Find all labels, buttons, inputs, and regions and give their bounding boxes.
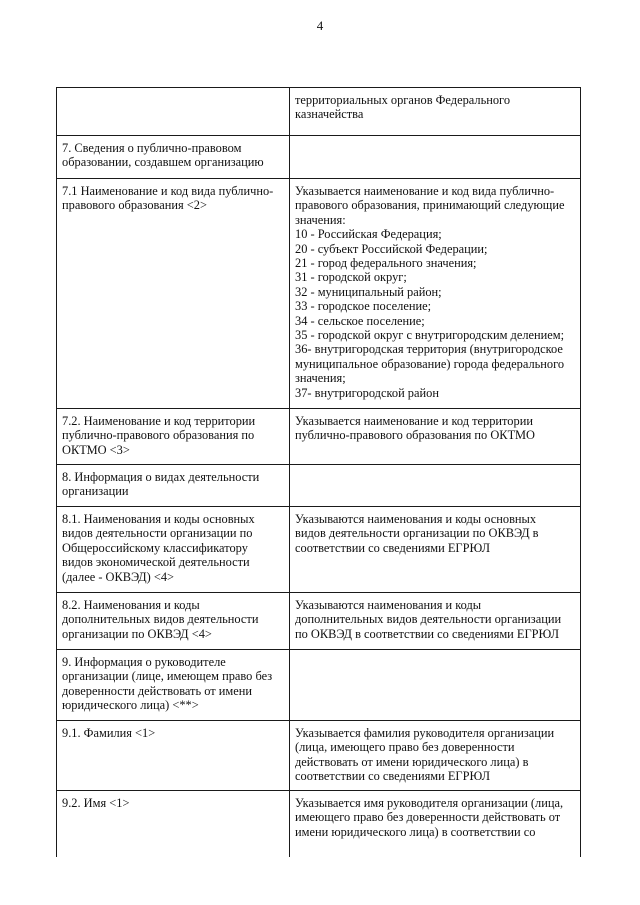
field-name-line: правового образования <2>: [62, 198, 207, 213]
field-name-cell: [57, 507, 290, 593]
description-line: Указывается фамилия руководителя организации: [295, 726, 555, 740]
section-heading-line: доверенности действовать от имени: [62, 683, 252, 698]
table-row: [57, 721, 581, 791]
code-value-line: 32 - муниципальный район;: [295, 284, 442, 299]
section-heading-line: юридического лица) <**>: [62, 698, 199, 713]
table-row: [57, 409, 581, 465]
code-value-line: 31 - городской округ;: [295, 270, 407, 285]
section-heading-line: организации: [62, 484, 129, 499]
section-heading-cell: [57, 650, 290, 721]
field-name-line: дополнительных видов деятельности: [62, 612, 259, 627]
code-value-line: 35 - городской округ с внутригородским делением;: [295, 328, 565, 343]
field-name-line: 9.1. Фамилия <1>: [62, 726, 156, 740]
field-name-line: 7.1 Наименование и код вида публично-: [62, 184, 274, 198]
description-line: по ОКВЭД в соответствии со сведениями ЕГРЮЛ: [295, 626, 560, 641]
description-line: казначейства: [295, 107, 364, 122]
table-row: [57, 593, 581, 650]
field-description-cell: [290, 88, 581, 136]
code-value-line: 37- внутригородской район: [295, 385, 439, 400]
table-row: [57, 791, 581, 857]
description-line: значения:: [295, 212, 346, 227]
description-line: действовать от имени юридического лица) в: [295, 754, 529, 769]
code-value-line: 33 - городское поселение;: [295, 299, 432, 314]
description-line: Указывается наименование и код территории: [295, 414, 533, 428]
table-row: [57, 136, 581, 179]
section-heading-line: 7. Сведения о публично-правовом: [62, 141, 242, 155]
field-description-cell: [290, 791, 581, 857]
description-line: (лица, имеющего право без доверенности: [295, 740, 515, 755]
section-heading-cell: [57, 136, 290, 179]
description-line: публично-правового образования по ОКТМО: [295, 428, 535, 443]
requirements-table: [56, 87, 581, 857]
description-line: имеющего право без доверенности действовать от: [295, 810, 561, 825]
code-value-line: 36- внутригородская территория (внутригородское: [295, 342, 563, 357]
table-row: [57, 179, 581, 409]
code-value-line: 20 - субъект Российской Федерации;: [295, 241, 488, 256]
table-row: [57, 465, 581, 507]
field-description-cell: [290, 179, 581, 409]
field-name-line: (далее - ОКВЭД) <4>: [62, 569, 175, 584]
description-line: Указывается имя руководителя организации (лица,: [295, 796, 564, 810]
field-name-line: 7.2. Наименование и код территории: [62, 414, 256, 428]
table-row: [57, 88, 581, 136]
table-row: [57, 650, 581, 721]
description-line: соответствии со сведениями ЕГРЮЛ: [295, 769, 490, 784]
description-line: дополнительных видов деятельности организации: [295, 612, 562, 627]
field-name-line: 8.1. Наименования и коды основных: [62, 512, 255, 526]
field-name-line: 8.2. Наименования и коды: [62, 598, 200, 612]
section-heading-line: образовании, создавшем организацию: [62, 155, 264, 170]
field-name-cell: [57, 409, 290, 465]
field-name-line: Общероссийскому классификатору: [62, 540, 248, 555]
section-heading-line: организации (лице, имеющем право без: [62, 669, 273, 684]
description-line: видов деятельности организации по ОКВЭД в: [295, 526, 539, 541]
table-row: [57, 507, 581, 593]
field-description-cell: [290, 721, 581, 791]
field-description-cell: [290, 409, 581, 465]
field-description-cell: [290, 650, 581, 721]
field-name-cell: [57, 179, 290, 409]
field-name-cell: [57, 88, 290, 136]
table-body: [57, 88, 581, 857]
code-value-line: 21 - город федерального значения;: [295, 256, 477, 271]
description-line: территориальных органов Федерального: [295, 93, 511, 107]
field-name-line: организации по ОКВЭД <4>: [62, 626, 212, 641]
description-line: правового образования, принимающий следующие: [295, 198, 565, 213]
code-value-line: 34 - сельское поселение;: [295, 313, 425, 328]
section-heading-cell: [57, 465, 290, 507]
field-name-line: видов экономической деятельности: [62, 555, 250, 570]
code-value-line: значения;: [295, 371, 346, 386]
description-line: Указываются наименования и коды основных: [295, 512, 537, 526]
page-number: 4: [316, 18, 324, 33]
description-line: Указываются наименования и коды: [295, 598, 482, 612]
field-name-line: видов деятельности организации по: [62, 526, 253, 541]
description-line: имени юридического лица) в соответствии со: [295, 824, 536, 839]
section-heading-line: 9. Информация о руководителе: [62, 655, 226, 669]
field-name-cell: [57, 593, 290, 650]
field-name-cell: [57, 721, 290, 791]
description-line: Указывается наименование и код вида публично-: [295, 184, 555, 198]
field-name-line: 9.2. Имя <1>: [62, 796, 130, 810]
code-value-line: 10 - Российская Федерация;: [295, 227, 442, 242]
description-line: соответствии со сведениями ЕГРЮЛ: [295, 540, 490, 555]
field-description-cell: [290, 136, 581, 179]
field-description-cell: [290, 507, 581, 593]
field-description-cell: [290, 465, 581, 507]
section-heading-line: 8. Информация о видах деятельности: [62, 470, 260, 484]
field-description-cell: [290, 593, 581, 650]
field-name-cell: [57, 791, 290, 857]
field-name-line: ОКТМО <3>: [62, 442, 130, 457]
code-value-line: муниципальное образование) города федерального: [295, 356, 565, 371]
field-name-line: публично-правового образования по: [62, 428, 255, 443]
